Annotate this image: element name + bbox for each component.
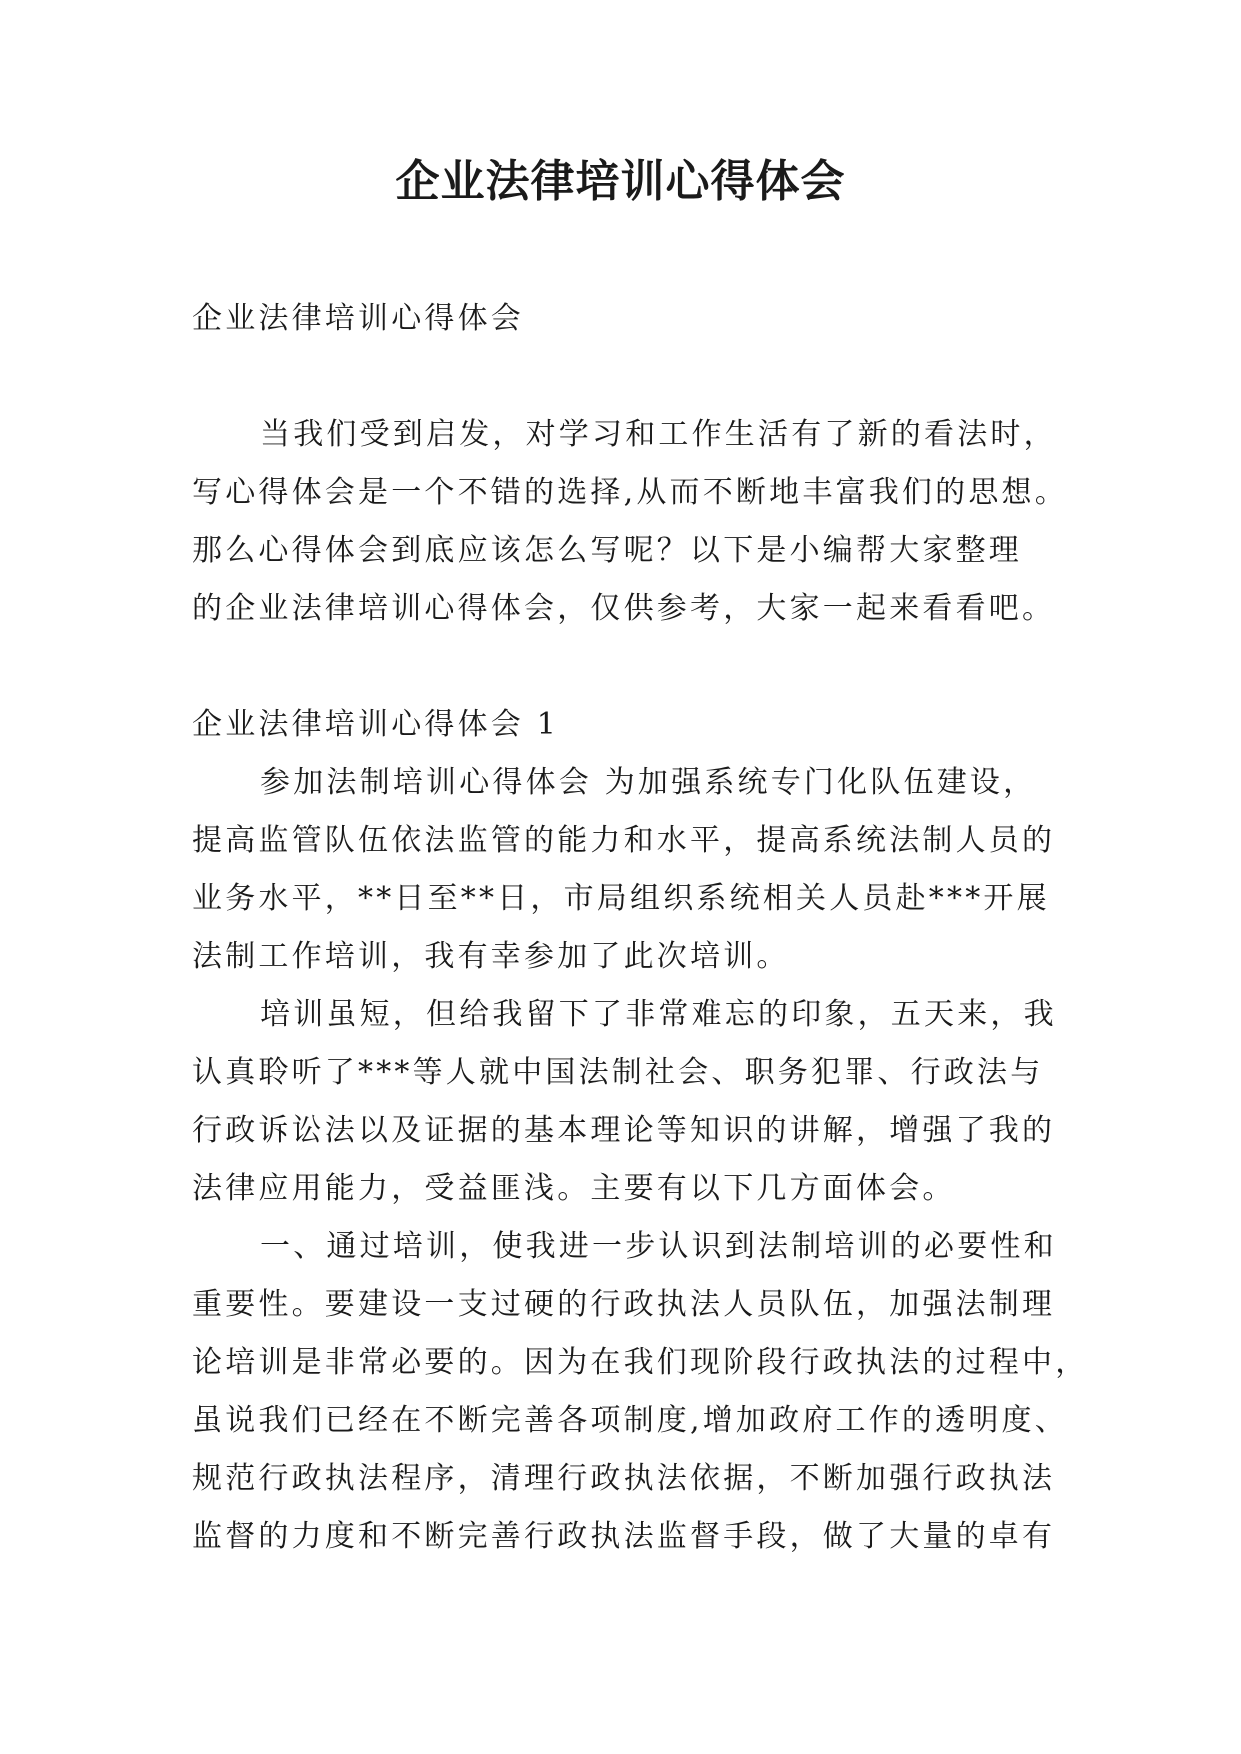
intro-line: 当我们受到启发，对学习和工作生活有了新的看法时， xyxy=(260,417,1057,452)
intro-line: 的企业法律培训心得体会，仅供参考，大家一起来看看吧。 xyxy=(192,591,1056,626)
paragraph-line: 参加法制培训心得体会 为加强系统专门化队伍建设， xyxy=(260,765,1037,800)
document-subtitle: 企业法律培训心得体会 xyxy=(192,301,524,336)
document-body xyxy=(192,290,1089,1566)
intro-paragraph xyxy=(192,406,1068,638)
paragraph-line: 规范行政执法程序，清理行政执法依据，不断加强行政执法 xyxy=(192,1461,1056,1496)
body-paragraph-2 xyxy=(192,986,1062,1218)
paragraph-line: 提高监管队伍依法监管的能力和水平，提高系统法制人员的 xyxy=(192,823,1056,858)
paragraph-line: 论培训是非常必要的。因为在我们现阶段行政执法的过程中， xyxy=(192,1345,1089,1380)
intro-line: 写心得体会是一个不错的选择,从而不断地丰富我们的思想。 xyxy=(192,475,1068,510)
paragraph-line: 虽说我们已经在不断完善各项制度,增加政府工作的透明度、 xyxy=(192,1403,1068,1438)
paragraph-line: 法制工作培训，我有幸参加了此次培训。 xyxy=(192,939,790,974)
paragraph-line: 重要性。要建设一支过硬的行政执法人员队伍，加强法制理 xyxy=(192,1287,1056,1322)
paragraph-line: 业务水平，**日至**日，市局组织系统相关人员赴***开展 xyxy=(192,881,1050,916)
body-paragraph-1 xyxy=(192,754,1062,986)
paragraph-line: 行政诉讼法以及证据的基本理论等知识的讲解，增强了我的 xyxy=(192,1113,1056,1148)
paragraph-line: 培训虽短，但给我留下了非常难忘的印象，五天来，我 xyxy=(260,997,1057,1032)
paragraph-line: 法律应用能力，受益匪浅。主要有以下几方面体会。 xyxy=(192,1171,956,1206)
paragraph-line: 监督的力度和不断完善行政执法监督手段，做了大量的卓有 xyxy=(192,1519,1056,1554)
document-title: 企业法律培训心得体会 xyxy=(395,156,846,207)
body-paragraph-3 xyxy=(192,1218,1089,1566)
paragraph-line: 认真聆听了***等人就中国法制社会、职务犯罪、行政法与 xyxy=(192,1055,1044,1090)
paragraph-line: 一、通过培训，使我进一步认识到法制培训的必要性和 xyxy=(260,1229,1057,1264)
intro-line: 那么心得体会到底应该怎么写呢？以下是小编帮大家整理 xyxy=(192,533,1022,568)
section-title: 企业法律培训心得体会 1 xyxy=(192,707,560,742)
